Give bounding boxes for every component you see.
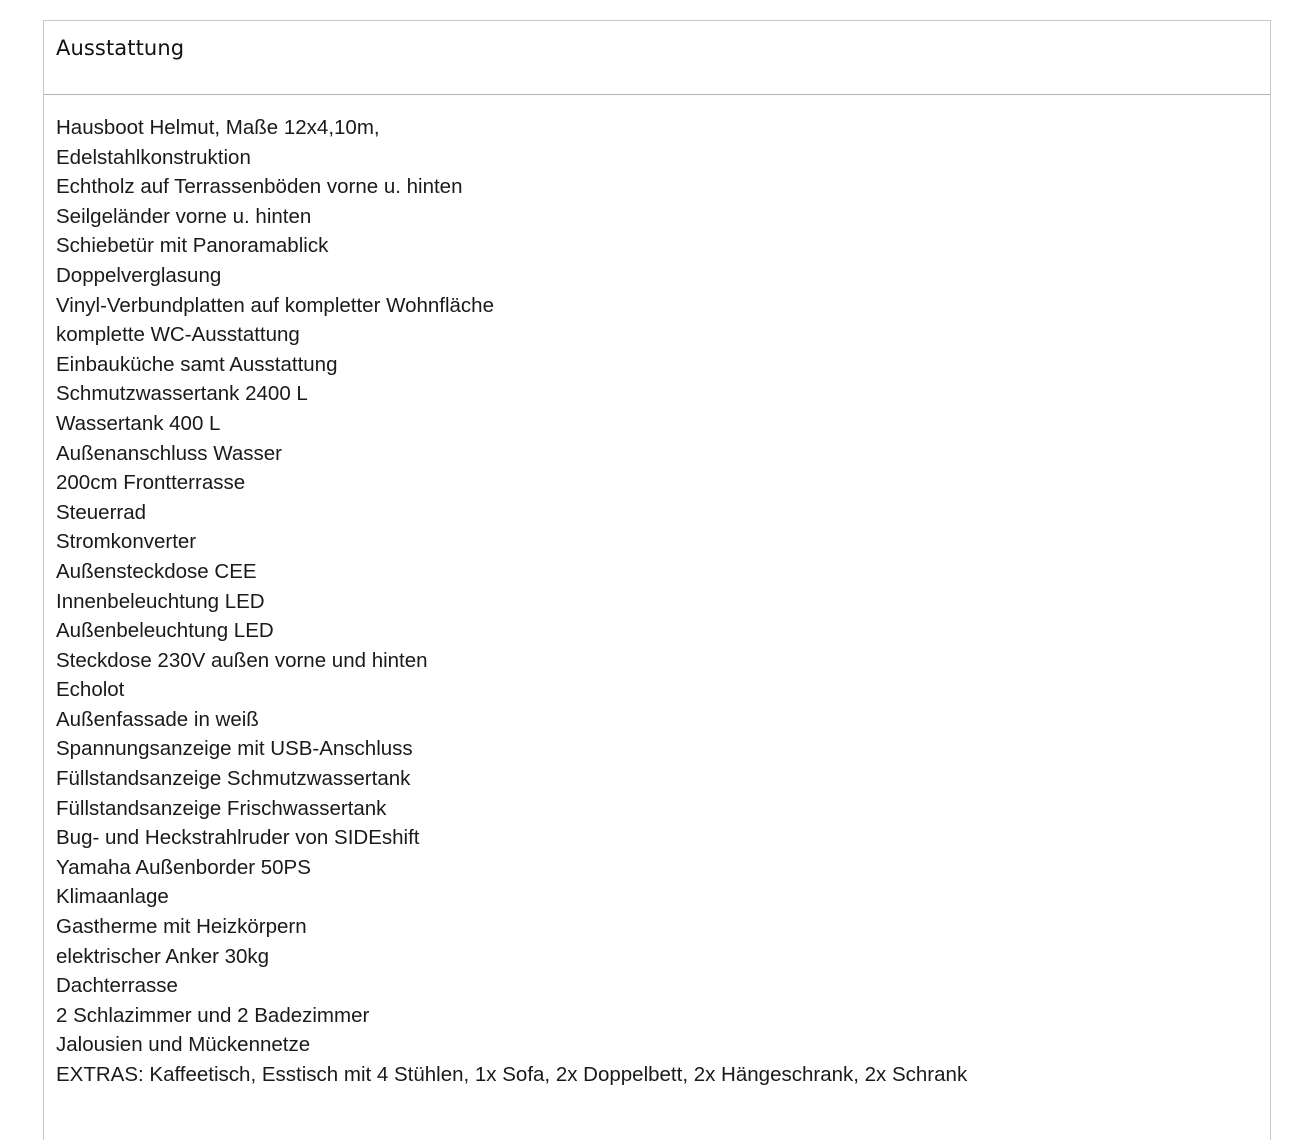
feature-item: 200cm Frontterrasse [56,471,246,495]
feature-item: Vinyl-Verbundplatten auf kompletter Wohnfläche [56,293,494,317]
feature-item: Steuerrad [56,500,147,524]
feature-item: Jalousien und Mückennetze [56,1033,311,1057]
feature-item: Füllstandsanzeige Frischwassertank [56,796,387,820]
feature-item: Einbauküche samt Ausstattung [56,352,338,376]
feature-item: Echolot [56,678,125,702]
feature-item: Außensteckdose CEE [56,559,257,583]
feature-item: Bug- und Heckstrahlruder von SIDEshift [56,826,420,850]
feature-item: Stromkonverter [56,530,197,554]
feature-item: Spannungsanzeige mit USB-Anschluss [56,737,413,761]
feature-item: Echtholz auf Terrassenböden vorne u. hinten [56,175,463,199]
feature-item: Steckdose 230V außen vorne und hinten [56,648,428,672]
feature-item: elektrischer Anker 30kg [56,944,270,968]
section-title: Ausstattung [56,36,185,60]
feature-item: Wassertank 400 L [56,411,221,435]
feature-item: komplette WC-Ausstattung [56,323,300,347]
feature-item: Gastherme mit Heizkörpern [56,915,307,939]
feature-item: Außenbeleuchtung LED [56,619,274,643]
feature-item: Innenbeleuchtung LED [56,589,265,613]
feature-item: Yamaha Außenborder 50PS [56,855,311,879]
feature-item: 2 Schlazimmer und 2 Badezimmer [56,1003,370,1027]
panel-body [44,95,1270,1090]
feature-item: Edelstahlkonstruktion [56,145,251,169]
feature-item: Schiebetür mit Panoramablick [56,234,329,258]
panel-header [44,21,1270,95]
features-panel [43,20,1271,1140]
feature-item: Schmutzwassertank 2400 L [56,382,308,406]
feature-list [56,113,1270,1090]
feature-item: Klimaanlage [56,885,169,909]
feature-item: Doppelverglasung [56,263,222,287]
feature-item: Hausboot Helmut, Maße 12x4,10m, [56,116,380,139]
feature-item: Außenanschluss Wasser [56,441,282,465]
feature-item: Dachterrasse [56,974,178,998]
feature-item: Seilgeländer vorne u. hinten [56,204,312,228]
extras-item: EXTRAS: Kaffeetisch, Esstisch mit 4 Stühlen, 1x Sofa, 2x Doppelbett, 2x Hängeschrank, 2x Schrank [56,1063,968,1086]
feature-item: Füllstandsanzeige Schmutzwassertank [56,767,411,791]
feature-item: Außenfassade in weiß [56,707,259,731]
